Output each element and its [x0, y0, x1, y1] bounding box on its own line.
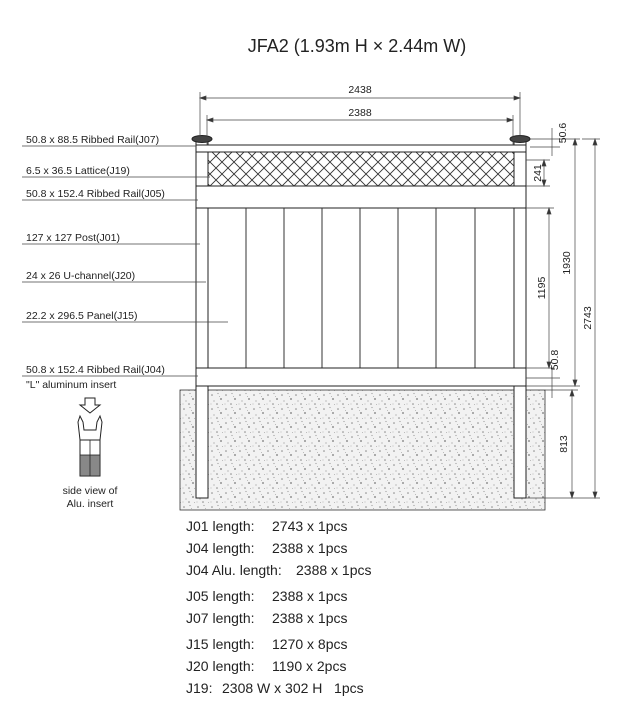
label-rail-mid: 50.8 x 152.4 Ribbed Rail(J05) — [26, 188, 165, 200]
label-uchannel: 24 x 26 U-channel(J20) — [26, 270, 136, 282]
spec-value: 2388 x 1pcs — [272, 588, 348, 604]
spec-value: 1190 x 2pcs — [272, 658, 347, 674]
diagram-title: JFA2 (1.93m H × 2.44m W) — [247, 36, 467, 56]
label-lattice: 6.5 x 36.5 Lattice(J19) — [26, 165, 130, 177]
label-rail-top: 50.8 x 88.5 Ribbed Rail(J07) — [26, 134, 160, 146]
spec-name: J19: — [186, 680, 213, 696]
spec-name: J04 length: — [186, 540, 255, 556]
spec-name: J15 length: — [186, 636, 255, 652]
dim-lattice-height: 241 — [532, 164, 544, 182]
top-rail-j07 — [196, 145, 526, 152]
spec-value: 2388 x 1pcs — [272, 540, 348, 556]
spec-list — [186, 518, 372, 696]
spec-value: 1270 x 8pcs — [272, 636, 348, 652]
dim-ground-depth: 813 — [558, 435, 570, 453]
spec-value: 2388 x 1pcs — [272, 610, 348, 626]
spec-name: J07 length: — [186, 610, 255, 626]
spec-name: J04 Alu. length: — [186, 562, 282, 578]
bottom-rail-j04 — [196, 368, 526, 386]
dim-overall-width: 2438 — [348, 84, 372, 96]
spec-value: 2743 x 1pcs — [272, 518, 348, 534]
left-post-cap — [192, 136, 212, 143]
dim-rail-width: 2388 — [348, 107, 372, 119]
label-insert: "L" aluminum insert — [26, 379, 117, 391]
spec-value: 2308 W x 302 H 1pcs — [222, 680, 364, 696]
dim-bottom-rail: 50.8 — [549, 349, 561, 371]
label-rail-bottom: 50.8 x 152.4 Ribbed Rail(J04) — [26, 364, 165, 376]
dim-fence-height: 1930 — [561, 251, 573, 275]
label-post: 127 x 127 Post(J01) — [26, 232, 120, 244]
label-side-view-1: side view of — [62, 485, 118, 497]
spec-name: J05 length: — [186, 588, 255, 604]
label-side-view-2: Alu. insert — [66, 498, 114, 510]
lattice-j19 — [208, 152, 514, 186]
spec-name: J01 length: — [186, 518, 255, 534]
spec-value: 2388 x 1pcs — [296, 562, 372, 578]
dim-panel-height: 1195 — [536, 276, 548, 300]
spec-name: J20 length: — [186, 658, 255, 674]
dim-top-rail: 50.6 — [557, 122, 569, 144]
dim-post-length: 2743 — [582, 306, 594, 330]
alu-insert-icon — [78, 416, 102, 476]
panel-boards — [208, 208, 514, 368]
label-panel: 22.2 x 296.5 Panel(J15) — [26, 310, 138, 322]
down-arrow-icon — [80, 398, 100, 413]
ground-concrete — [180, 390, 545, 510]
mid-rail-j05 — [196, 186, 526, 208]
